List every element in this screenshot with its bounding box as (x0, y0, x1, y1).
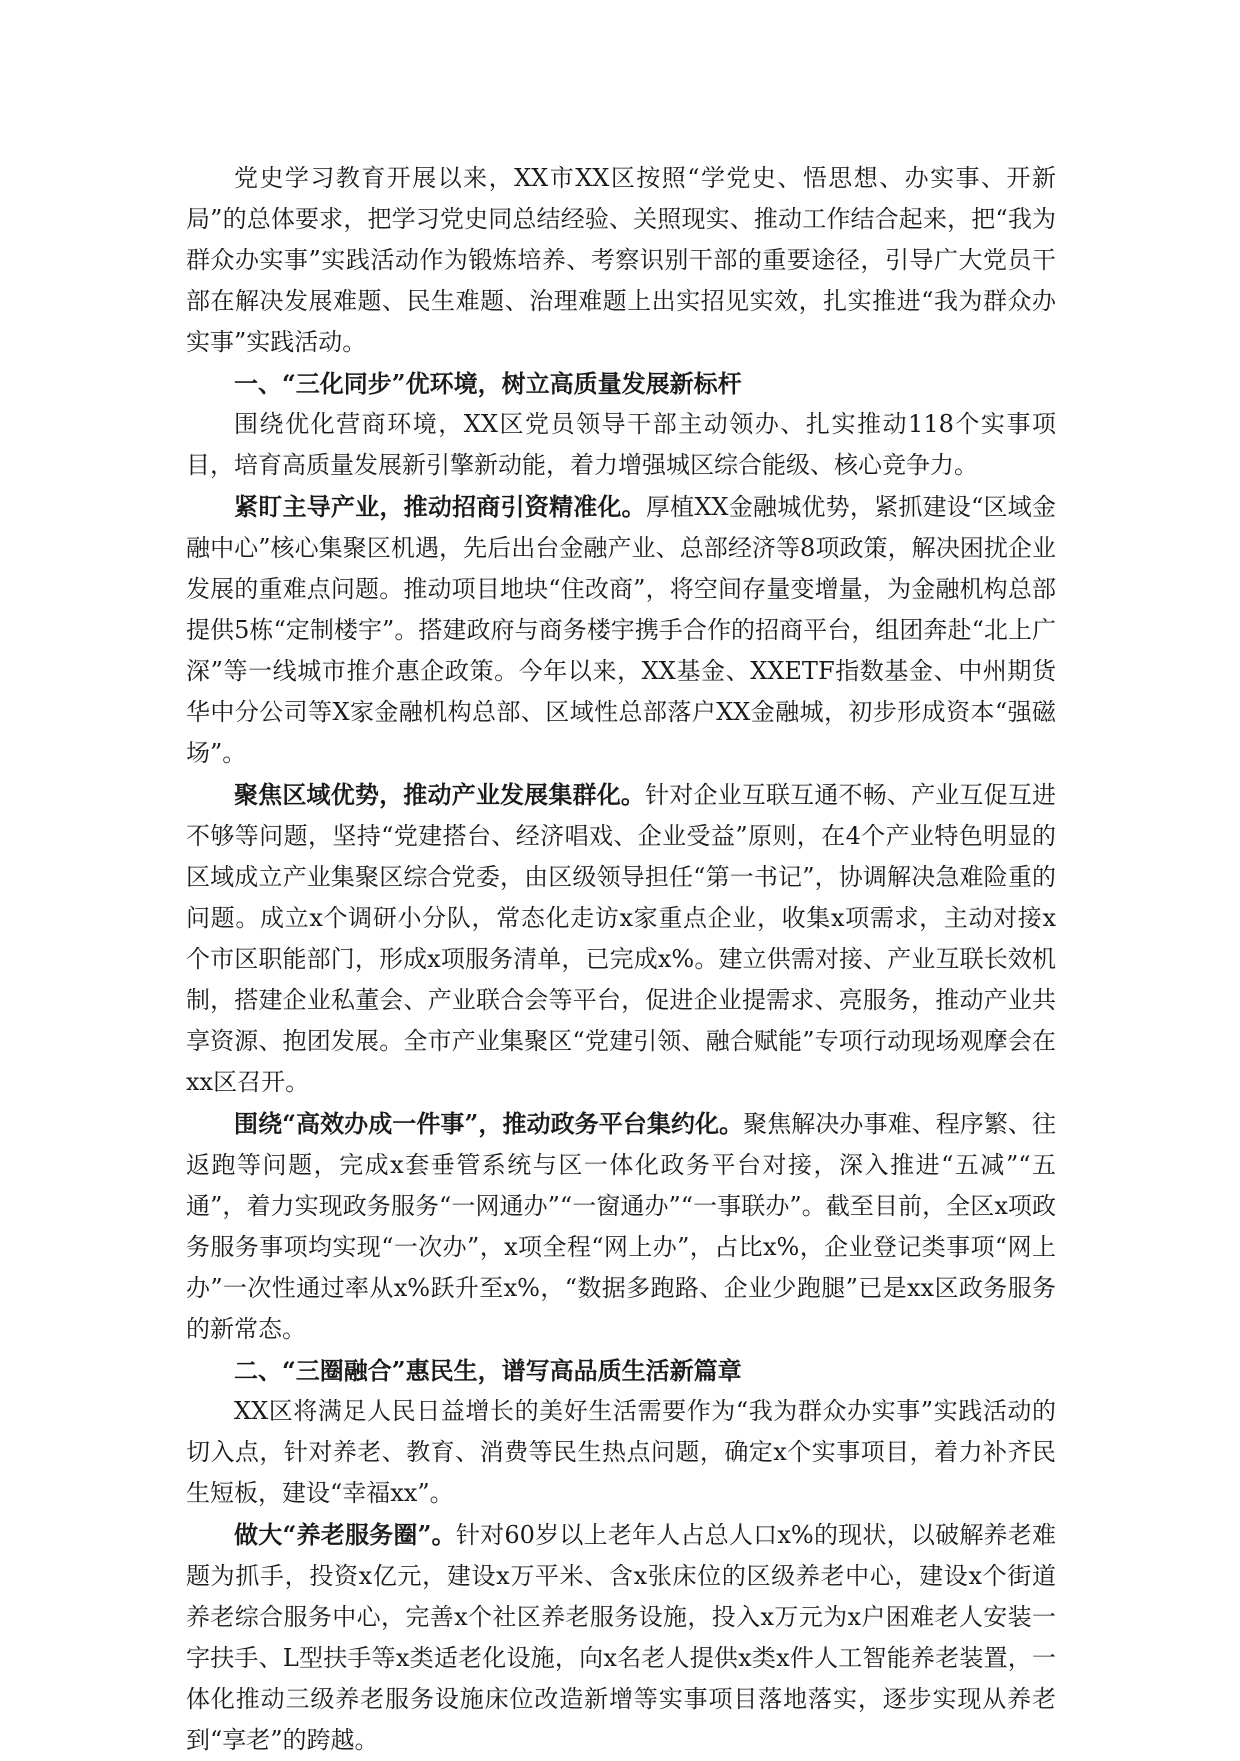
paragraph-lead: 聚焦区域优势，推动产业发展集群化。 (234, 780, 646, 809)
paragraph-text: 厚植XX金融城优势，紧抓建设“区域金融中心”核心集聚区机遇，先后出台金融产业、总部经济等8项政策，解决困扰企业发展的重难点问题。推动项目地块“住改商”，将空间存量变增量，为金融机构总部提供5栋“定制楼宇”。搭建政府与商务楼宇携手合作的招商平台，组团奔赴“北上广深”等一线城市推介惠企政策。今年以来，XX基金、XXETF指数基金、中州期货华中分公司等X家金融机构总部、区域性总部落户XX金融城，初步形成资本“强磁场”。 (186, 493, 1056, 767)
section-2-intro-paragraph: XX区将满足人民日益增长的美好生活需要作为“我为群众办实事”实践活动的切入点，针对养老、教育、消费等民生热点问题，确定x个实事项目，着力补齐民生短板，建设“幸福xx”。 (186, 1397, 1056, 1507)
paragraph-lead: 紧盯主导产业，推动招商引资精准化。 (234, 492, 646, 521)
section-heading-2: 二、“三圈融合”惠民生，谱写高品质生活新篇章 (234, 1356, 742, 1385)
paragraph-text: 聚焦解决办事难、程序繁、往返跑等问题，完成x套垂管系统与区一体化政务平台对接，深入推进“五减”“五通”，着力实现政务服务“一网通办”“一窗通办”“一事联办”。截至目前，全区x项政务服务事项均实现“一次办”，x项全程“网上办”，占比x%，企业登记类事项“网上办”一次性通过率从x%跃升至x%，“数据多跑路、企业少跑腿”已是xx区政务服务的新常态。 (186, 1110, 1056, 1343)
paragraph-lead: 做大“养老服务圈”。 (234, 1520, 456, 1549)
section-1-intro-paragraph: 围绕优化营商环境，XX区党员领导干部主动领办、扎实推动118个实事项目，培育高质量发展新引擎新动能，着力增强城区综合能级、核心竞争力。 (186, 410, 1056, 479)
paragraph-text: 针对60岁以上老年人占总人口x%的现状，以破解养老难题为抓手，投资x亿元，建设x万平米、含x张床位的区级养老中心，建设x个街道养老综合服务中心，完善x个社区养老服务设施，投入x万元为x户困难老人安装一字扶手、L型扶手等x类适老化设施，向x名老人提供x类x件人工智能养老装置，一体化推动三级养老服务设施床位改造新增等实事项目落地落实，逐步实现从养老到“享老”的跨越。 (186, 1521, 1056, 1754)
paragraph-lead: 围绕“高效办成一件事”，推动政务平台集约化。 (234, 1109, 744, 1138)
paragraph-elderly-care (186, 1514, 1056, 1761)
section-heading-1: 一、“三化同步”优环境，树立高质量发展新标杆 (234, 369, 742, 398)
paragraph-text: 针对企业互联互通不畅、产业互促互进不够等问题，坚持“党建搭台、经济唱戏、企业受益”原则，在4个产业特色明显的区域成立产业集聚区综合党委，由区级领导担任“第一书记”，协调解决急难险重的问题。成立x个调研小分队，常态化走访x家重点企业，收集x项需求，主动对接x个市区职能部门，形成x项服务清单，已完成x%。建立供需对接、产业互联长效机制，搭建企业私董会、产业联合会等平台，促进企业提需求、亮服务，推动产业共享资源、抱团发展。全市产业集聚区“党建引领、融合赋能”专项行动现场观摩会在xx区召开。 (186, 781, 1057, 1096)
intro-paragraph: 党史学习教育开展以来，XX市XX区按照“学党史、悟思想、办实事、开新局”的总体要求，把学习党史同总结经验、关照现实、推动工作结合起来，把“我为群众办实事”实践活动作为锻炼培养、考察识别干部的重要途径，引导广大党员干部在解决发展难题、民生难题、治理难题上出实招见实效，扎实推进“我为群众办实事”实践活动。 (186, 164, 1056, 356)
paragraph-government-platform (186, 1103, 1056, 1350)
document-body (186, 158, 1056, 1761)
paragraph-industry-cluster (186, 774, 1056, 1103)
paragraph-investment-precision (186, 486, 1056, 774)
